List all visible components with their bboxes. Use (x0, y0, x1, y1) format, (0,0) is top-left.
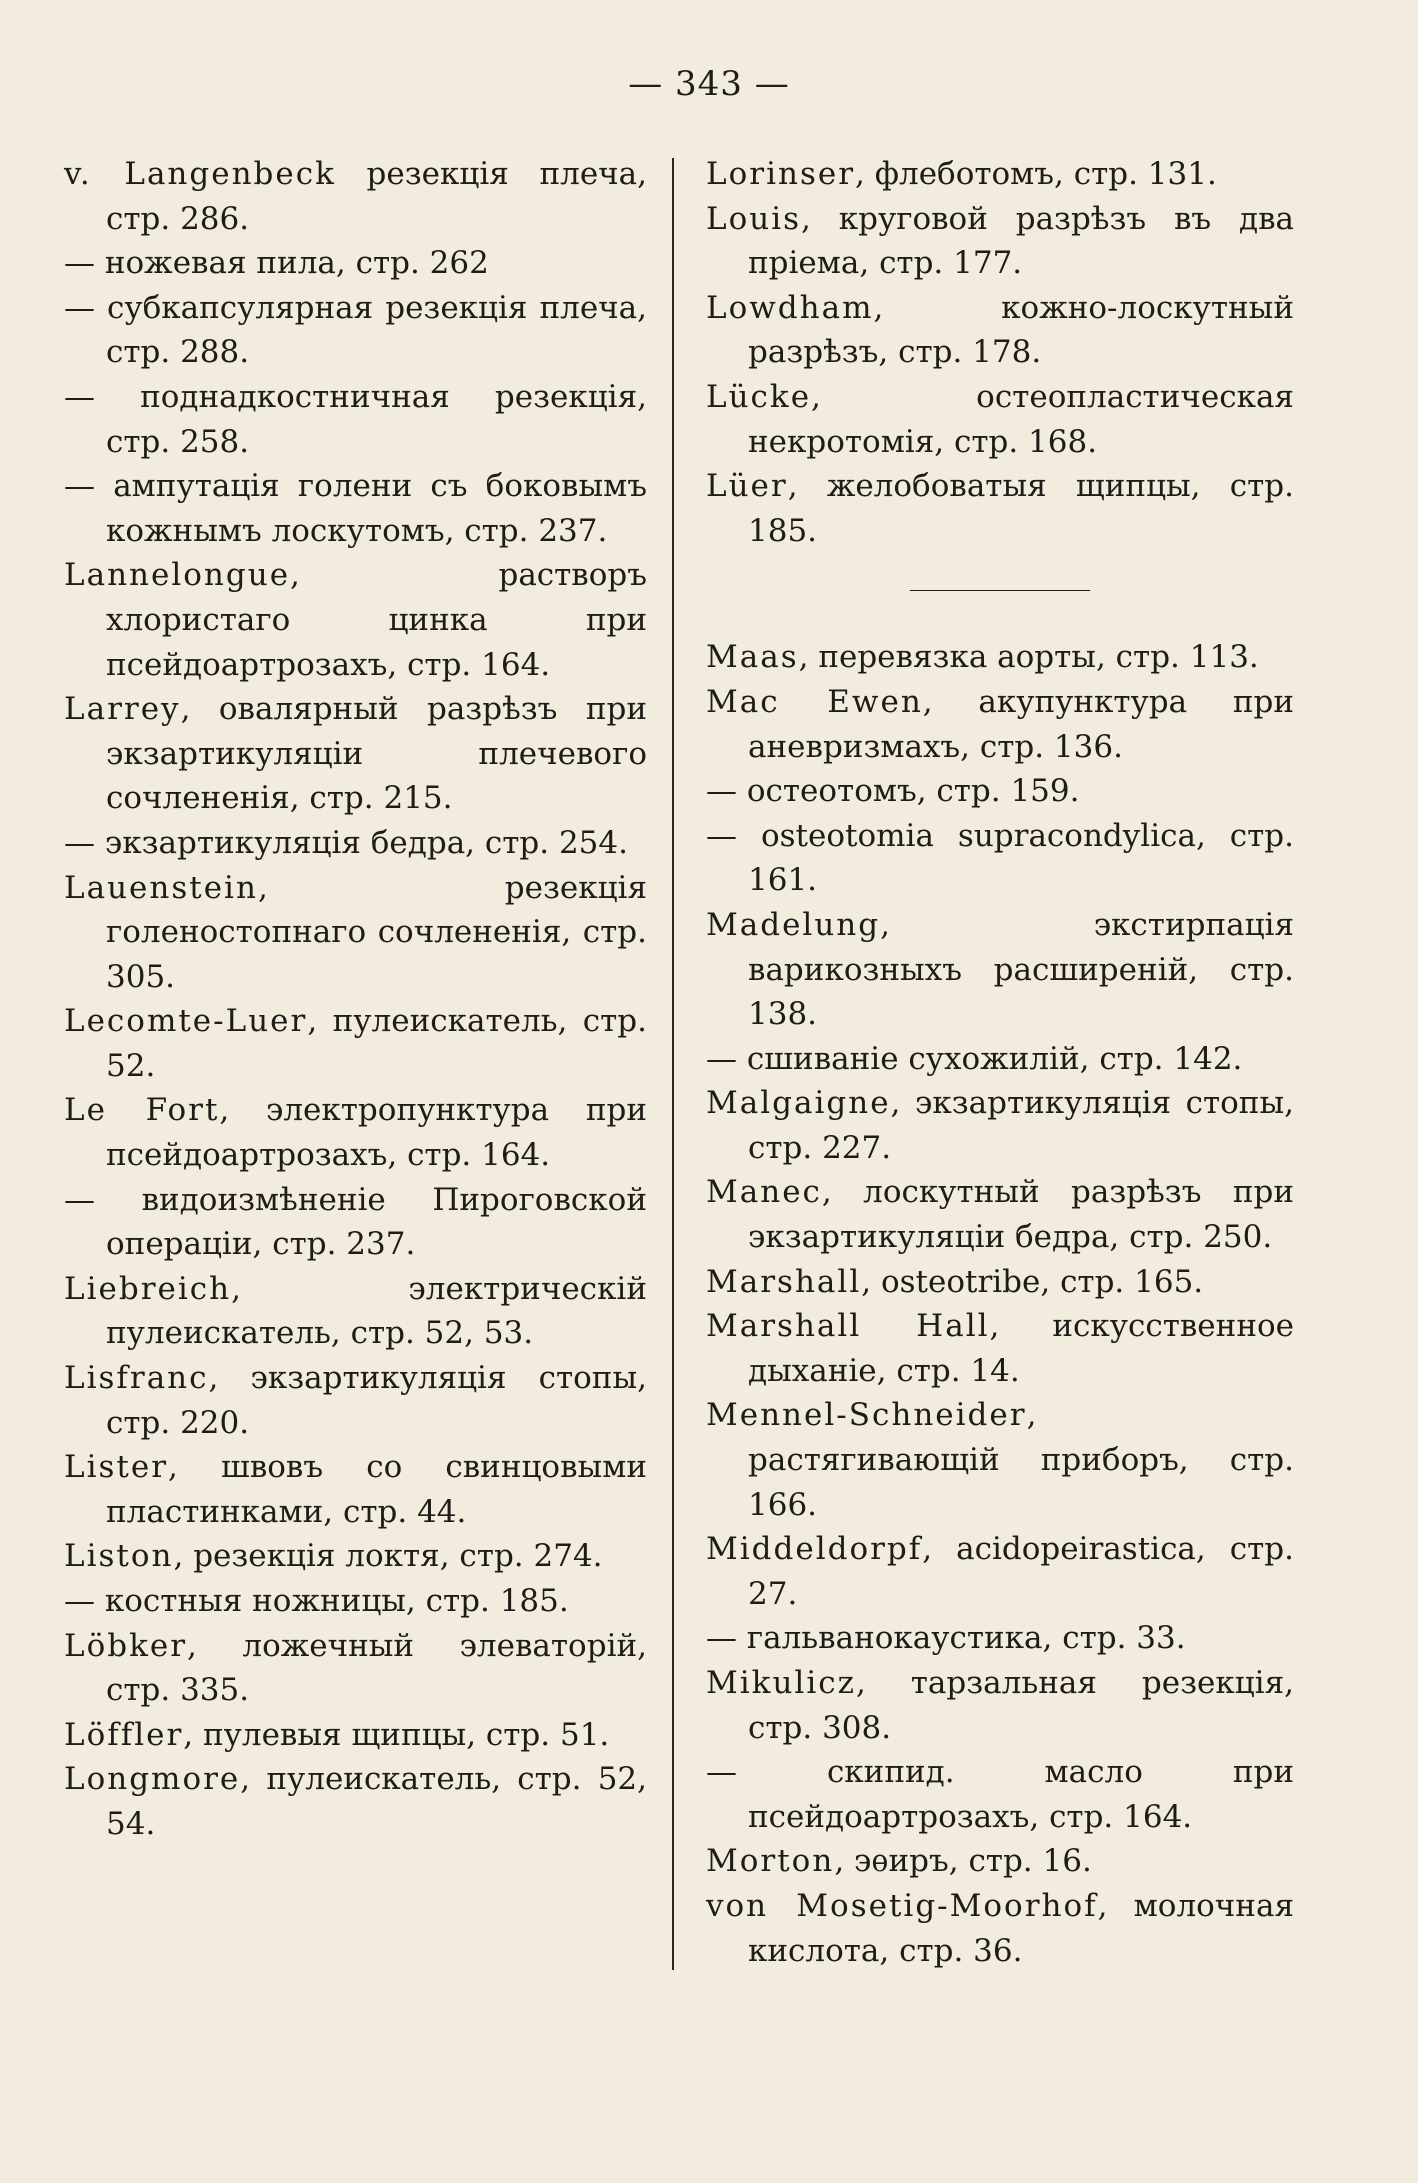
entry-name: Mennel-Schneider (706, 1397, 1027, 1434)
index-entry (64, 866, 647, 1000)
entry-text: , резекція голеностопнаго сочлененія, стр. 305. (106, 869, 647, 995)
index-entry (64, 1178, 647, 1267)
entry-text: — ножевая пила, стр. 262 (64, 245, 489, 282)
entry-name: Morton (706, 1843, 835, 1880)
entry-name: Lorinser (706, 156, 856, 192)
index-entry (64, 1534, 647, 1579)
index-entry (706, 814, 1294, 903)
index-entry (64, 687, 647, 821)
index-entry (64, 1579, 647, 1624)
entry-text: , круговой разрѣзъ въ два пріема, стр. 177. (748, 200, 1294, 282)
entry-text: , растягивающій приборъ, стр. 166. (748, 1397, 1294, 1523)
index-entry (64, 1356, 647, 1445)
index-entry (706, 197, 1294, 286)
entry-name: Löffler (64, 1716, 184, 1753)
entry-text: , акупунктура при аневризмахъ, стр. 136. (748, 683, 1294, 765)
entry-name: v. Langenbeck (64, 156, 336, 192)
entry-name: Lowdham (706, 289, 874, 326)
index-entry (706, 1616, 1294, 1661)
entry-text: , пулеискатель, стр. 52, 54. (106, 1761, 647, 1842)
entry-text: — остеотомъ, стр. 159. (706, 773, 1080, 810)
entry-text: , электрическій пулеискатель, стр. 52, 53. (106, 1270, 647, 1352)
entry-text: — ампутація голени съ боковымъ кожнымъ лоскутомъ, стр. 237. (64, 468, 647, 549)
index-entry (706, 635, 1294, 680)
index-entry (706, 1527, 1294, 1616)
entry-name: Marshall Hall (706, 1308, 990, 1345)
index-entry (706, 680, 1294, 769)
entry-name: Lister (64, 1449, 169, 1486)
index-entry (706, 1037, 1294, 1082)
index-entry (706, 286, 1294, 375)
entry-text: — osteotomia supracondylica, стр. 161. (706, 817, 1294, 899)
index-entry (64, 241, 647, 286)
entry-name: Madelung (706, 906, 881, 943)
entry-text: , ложечный элеваторій, стр. 335. (106, 1627, 647, 1709)
index-entry (64, 1267, 647, 1356)
index-entry (706, 1260, 1294, 1305)
index-entry (64, 286, 647, 375)
entry-name: Mikulicz (706, 1665, 856, 1701)
entry-text: , экзартикуляція стопы, стр. 220. (106, 1360, 647, 1441)
entry-text: — сшиваніе сухожилій, стр. 142. (706, 1040, 1243, 1077)
entry-name: Middeldorpf (706, 1531, 923, 1568)
index-entry (706, 1304, 1294, 1393)
entry-name: von Mosetig-Moorhof (706, 1887, 1098, 1924)
index-entry (706, 1839, 1294, 1884)
entry-name: Lüer (706, 468, 788, 505)
index-entry (64, 821, 647, 866)
entry-text: , овалярный разрѣзъ при экзартикуляціи плечевого сочлененія, стр. 215. (106, 691, 647, 817)
entry-name: Löbker (64, 1627, 188, 1664)
entry-text: , экзартикуляція стопы, стр. 227. (748, 1085, 1294, 1166)
entry-name: Louis (706, 200, 802, 237)
entry-name: Liston (64, 1538, 174, 1575)
column-divider (672, 158, 674, 1970)
right-column (706, 152, 1294, 1973)
entry-text: , пулевыя щипцы, стр. 51. (183, 1716, 610, 1753)
entry-name: Lannelongue (64, 557, 291, 594)
index-entry (706, 1750, 1294, 1839)
entry-name: Manec (706, 1174, 822, 1211)
entry-text: — экзартикуляція бедра, стр. 254. (64, 824, 628, 861)
index-entry (64, 375, 647, 464)
entry-text: , перевязка аорты, стр. 113. (798, 639, 1259, 676)
entry-name: Mac Ewen (706, 683, 923, 720)
index-entry (706, 1170, 1294, 1259)
entry-text: — видоизмѣненіе Пироговской операціи, стр. 237. (64, 1181, 647, 1263)
entry-text: , тарзальная резекція, стр. 308. (748, 1665, 1294, 1746)
entry-text: , молочная кислота, стр. 36. (748, 1887, 1294, 1969)
entry-text: — субкапсулярная резекція плеча, стр. 288. (64, 289, 647, 371)
entry-text: , швовъ со свинцовыми пластинками, стр. 44. (106, 1449, 647, 1530)
index-entry (64, 152, 647, 241)
index-entry (64, 1757, 647, 1846)
entry-text: , остеопластическая некротомія, стр. 168. (748, 378, 1294, 460)
entry-text: , электропунктура при псейдоартрозахъ, стр. 164. (106, 1092, 647, 1174)
entry-name: Liebreich (64, 1270, 232, 1307)
index-entry (706, 1393, 1294, 1527)
section-divider (910, 590, 1090, 591)
index-entry (64, 1713, 647, 1758)
index-entry (706, 1884, 1294, 1973)
index-entry (706, 464, 1294, 553)
entry-text: , флеботомъ, стр. 131. (855, 156, 1217, 192)
index-entry (706, 375, 1294, 464)
entry-name: Lücke (706, 378, 812, 415)
entry-name: Longmore (64, 1761, 241, 1798)
entry-text: — гальванокаустика, стр. 33. (706, 1620, 1186, 1657)
index-entry (64, 553, 647, 687)
entry-name: Malgaigne (706, 1085, 891, 1122)
index-entry (64, 1088, 647, 1177)
entry-text: , экстирпація варикозныхъ расширеній, стр. 138. (748, 906, 1294, 1033)
index-entry (64, 999, 647, 1088)
entry-name: Lecomte-Luer (64, 1003, 308, 1040)
entry-name: Lisfranc (64, 1360, 209, 1397)
entry-text: , лоскутный разрѣзъ при экзартикуляціи бедра, стр. 250. (748, 1174, 1294, 1256)
page-number: — 343 — (628, 64, 790, 104)
index-entry (706, 1661, 1294, 1750)
entry-name: Larrey (64, 691, 181, 728)
entry-text: , растворъ хлористаго цинка при псейдоартрозахъ, стр. 164. (106, 557, 647, 683)
index-entry (64, 1445, 647, 1534)
index-entry (64, 1624, 647, 1713)
entry-text: — костныя ножницы, стр. 185. (64, 1583, 569, 1619)
entry-text: , osteotribe, стр. 165. (861, 1263, 1204, 1300)
entry-text: , acidopeirastica, стр. 27. (748, 1531, 1294, 1612)
entry-name: Maas (706, 639, 799, 676)
left-column (64, 152, 647, 1847)
entry-text: , эѳиръ, стр. 16. (834, 1843, 1092, 1880)
entry-text: — скипид. масло при псейдоартрозахъ, стр. 164. (706, 1754, 1294, 1835)
entry-name: Lauenstein (64, 869, 258, 906)
entry-text: , кожно-лоскутный разрѣзъ, стр. 178. (748, 289, 1294, 371)
entry-text: , искусственное дыханіе, стр. 14. (748, 1308, 1294, 1389)
index-entry (706, 1081, 1294, 1170)
index-entry (706, 152, 1294, 197)
entry-text: , желобоватыя щипцы, стр. 185. (748, 468, 1294, 549)
entry-name: Le Fort (64, 1092, 220, 1129)
index-entry (706, 903, 1294, 1037)
entry-name: Marshall (706, 1263, 862, 1300)
index-entry (64, 464, 647, 553)
index-entry (706, 769, 1294, 814)
entry-text: , резекція локтя, стр. 274. (173, 1538, 603, 1575)
entry-text: , пулеискатель, стр. 52. (106, 1003, 647, 1084)
entry-text: — поднадкостничная резекція, стр. 258. (64, 378, 647, 460)
entry-text: резекція плеча, стр. 286. (106, 156, 647, 237)
